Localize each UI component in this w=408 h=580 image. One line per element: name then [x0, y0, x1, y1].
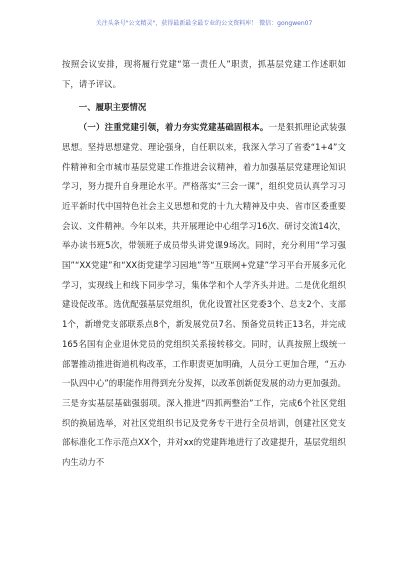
document-body: [62, 55, 346, 473]
paragraph-1-lead: （一）注重党建引领，着力夯实党建基础固根本。: [78, 122, 269, 133]
paragraph-1: [62, 118, 346, 473]
header-banner: 关注头条号"公文精灵"，获得最新最全最专业的公文资料库！ 微信：gongwen07: [95, 20, 313, 27]
intro-paragraph: 按照会议安排，现将履行党建“第一责任人”职责，抓基层党建工作述职如下，请予评议。: [62, 59, 346, 89]
section-heading: 一、履职主要情况: [78, 102, 147, 113]
paragraph-1-body: 一是狠抓理论武装强思想。坚持思想建党、理论强身，自任职以来，我深入学习了省委“1+4”文件精神和全市城市基层党建工作推进会议精神，着力加强基层党建理论知识学习，努力提升自身理论水平。严格落实“三会一课”，组织党员认真学习习近平新时代中国特色社会主义思想和党的十九大精神及中央、省市区委重要会议、文件精神。今年以来，共开展理论中心组学习16次、研讨交流14次，举办读书班5次，带领班子成员带头讲党课9场次。同时，充分利用“学习强国”“XX党建”和“XX街党建学习园地”等“互联网+党建”学习平台开展多元化学习，实现线上和线下同步学习，集体学和个人学齐头并进。二是优化组织建设促改革。选优配强基层党组织，优化设置社区党委3个、总支2个、支部1个，新增党支部联系点8个，新发展党员7名、预备党员转正13名，并完成165名国有企业退休党员的党组织关系接转移交。同时，认真按照上级统一部署推动推进街道机构改革，工作职责更加明确，人员分工更加合理，“五办一队四中心”的职能作用得到充分发挥，以改革创新促发展的动力更加强劲。三是夯实基层基础强弱项。深入推进“四抓两整治”工作，完成6个社区党组织的换届选举，对社区党组织书记及党务专干进行全员培训，创建社区党支部标准化工作示范点XX个，并对xx的党建阵地进行了改建提升，基层党组织内生动力不: [62, 122, 346, 468]
